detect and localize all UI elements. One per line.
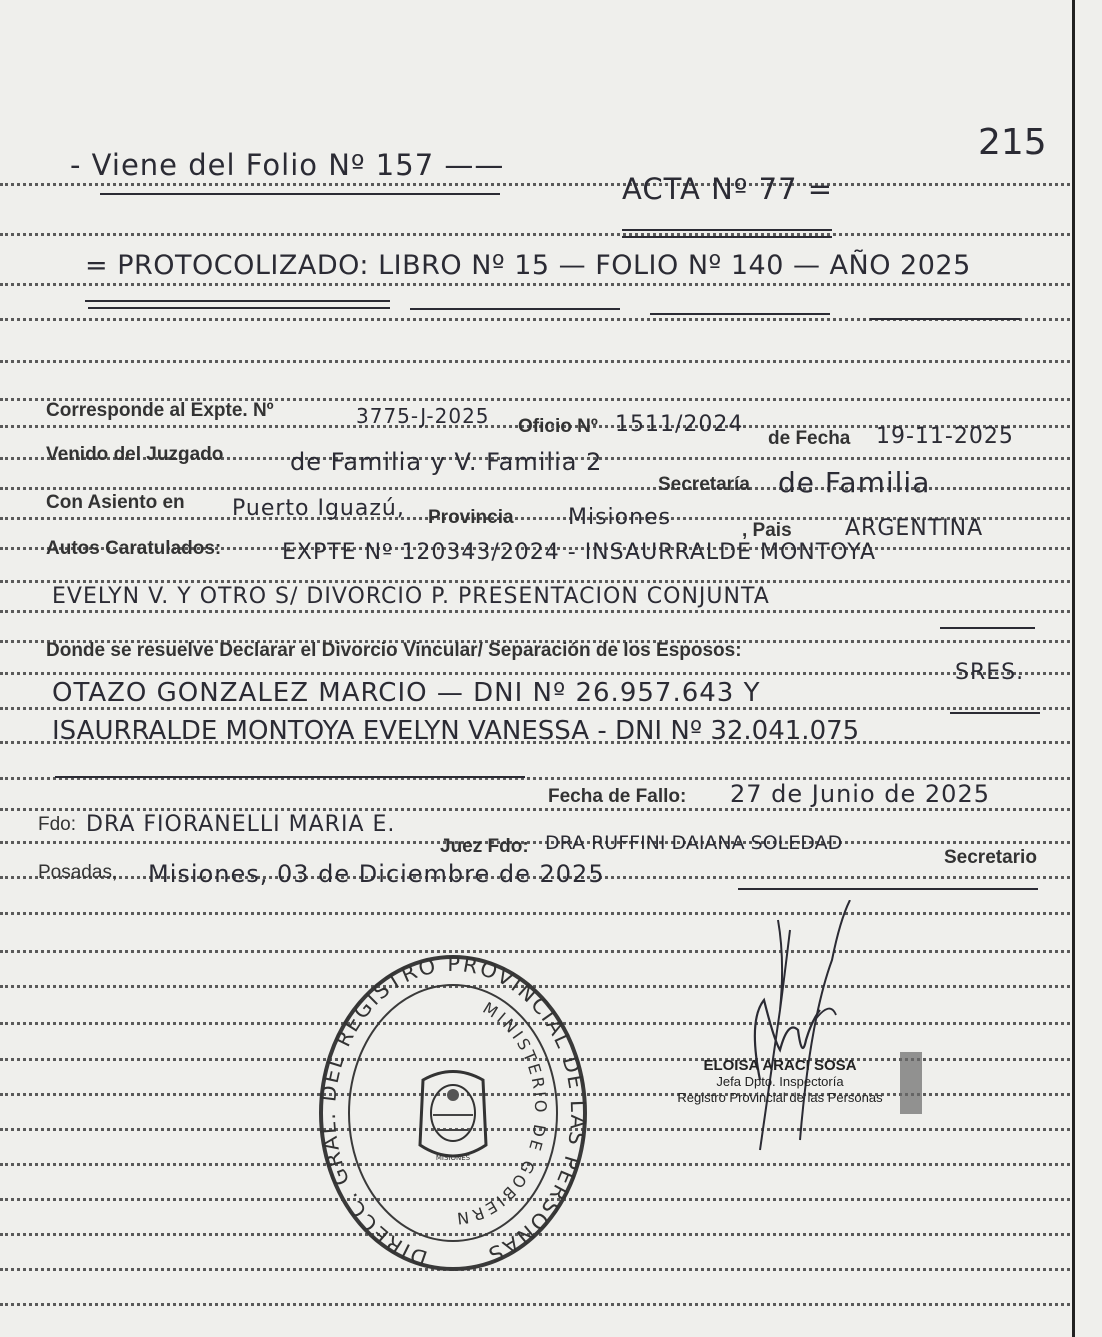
page-number: 215 bbox=[978, 122, 1047, 163]
ruled-line bbox=[0, 672, 1070, 675]
signer-title: Jefa Dpto. Inspectoría bbox=[716, 1074, 844, 1089]
underline bbox=[100, 193, 500, 195]
value-provincia: Misiones bbox=[568, 505, 672, 530]
label-resuelve: Donde se resuelve Declarar el Divorcio Vincular/ Separación de los Esposos: bbox=[46, 640, 742, 661]
seal-coat-of-arms-icon bbox=[420, 1072, 486, 1157]
label-pais: , Pais bbox=[742, 520, 792, 541]
label-autos-caratulados: Autos Caratulados: bbox=[46, 538, 222, 559]
value-fecha-fallo: 27 de Junio de 2025 bbox=[730, 780, 990, 808]
signature-stamp bbox=[630, 1058, 930, 1106]
underline bbox=[85, 300, 390, 302]
underline bbox=[870, 318, 1020, 320]
value-juez: DRA FIORANELLI MARIA E. bbox=[86, 812, 396, 837]
ruled-line bbox=[0, 580, 1070, 583]
value-autos-line1: EXPTE Nº 120343/2024 - INSAURRALDE MONTOYA bbox=[282, 540, 877, 565]
handwritten-signature bbox=[740, 900, 920, 1160]
label-juzgado: Venido del Juzgado bbox=[46, 444, 224, 465]
seal-center-text: MISIONES bbox=[435, 1154, 471, 1162]
underline bbox=[88, 307, 390, 309]
value-fecha-lugar: Misiones, 03 de Diciembre de 2025 bbox=[148, 860, 605, 888]
fill-line bbox=[55, 776, 525, 778]
label-fecha-oficio: de Fecha bbox=[768, 428, 851, 449]
fill-line bbox=[950, 712, 1040, 714]
label-fecha-fallo: Fecha de Fallo: bbox=[548, 786, 687, 807]
ruled-line bbox=[0, 841, 1070, 844]
value-oficio: 1511/2024 bbox=[615, 412, 744, 437]
underline bbox=[622, 236, 832, 238]
label-fdo-prefix: Fdo: bbox=[38, 814, 77, 835]
value-sres: SRES. bbox=[955, 660, 1025, 685]
value-fecha-oficio: 19-11-2025 bbox=[876, 424, 1014, 449]
ruled-line bbox=[0, 808, 1070, 811]
ruled-line bbox=[0, 283, 1070, 286]
stamp-mark bbox=[900, 1052, 922, 1114]
header-protocolizado: = PROTOCOLIZADO: LIBRO Nº 15 — FOLIO Nº 140 — AÑO 2025 bbox=[85, 250, 971, 281]
ruled-line bbox=[0, 183, 1070, 186]
value-pais: ARGENTINA bbox=[845, 516, 984, 541]
value-juzgado: de Familia y V. Familia 2 bbox=[290, 448, 603, 476]
header-viene-del-folio: - Viene del Folio Nº 157 —— bbox=[70, 148, 505, 182]
signer-organization: Registro Provincial de las Personas bbox=[677, 1090, 883, 1105]
official-seal bbox=[318, 955, 588, 1285]
label-asiento: Con Asiento en bbox=[46, 492, 185, 513]
underline bbox=[410, 308, 620, 310]
value-autos-line2: EVELYN V. Y OTRO S/ DIVORCIO P. PRESENTACION CONJUNTA bbox=[52, 584, 770, 609]
value-secretario: DRA RUFFINI DAIANA SOLEDAD bbox=[545, 832, 843, 854]
value-esposa: ISAURRALDE MONTOYA EVELYN VANESSA - DNI Nº 32.041.075 bbox=[52, 716, 860, 746]
value-esposo: OTAZO GONZALEZ MARCIO — DNI Nº 26.957.643 Y bbox=[52, 678, 761, 708]
value-secretaria: de Familia bbox=[778, 466, 931, 499]
ruled-line bbox=[0, 233, 1070, 236]
value-expediente: 3775-J-2025 bbox=[356, 404, 490, 428]
value-asiento: Puerto Iguazú, bbox=[232, 496, 405, 521]
ruled-line bbox=[0, 1303, 1070, 1306]
fill-line bbox=[940, 627, 1035, 629]
signer-name: ELOISA ARACI SOSA bbox=[703, 1057, 857, 1074]
label-lugar: Posadas, bbox=[38, 862, 118, 883]
seal-inner-text: MINISTERIO DE GOBIERN bbox=[453, 998, 551, 1229]
label-secretaria: Secretaría bbox=[658, 474, 750, 495]
label-oficio: Oficio Nº bbox=[518, 416, 598, 437]
header-acta-number: ACTA Nº 77 = bbox=[622, 172, 834, 206]
label-juez-fdo: Juez Fdo: bbox=[440, 836, 529, 857]
seal-outer-text: DIRECC. GRAL. DEL REGISTRO PROVINCIAL DE LAS PERSONAS bbox=[318, 955, 588, 1271]
page-right-margin-line bbox=[1072, 0, 1075, 1337]
label-provincia: Provincia bbox=[428, 507, 514, 528]
ruled-line bbox=[0, 360, 1070, 363]
label-expediente: Corresponde al Expte. Nº bbox=[46, 400, 274, 421]
underline bbox=[650, 313, 830, 315]
underline bbox=[622, 229, 832, 231]
ruled-line bbox=[0, 610, 1070, 613]
label-secretario: Secretario bbox=[944, 847, 1037, 868]
fill-line bbox=[738, 888, 1038, 890]
